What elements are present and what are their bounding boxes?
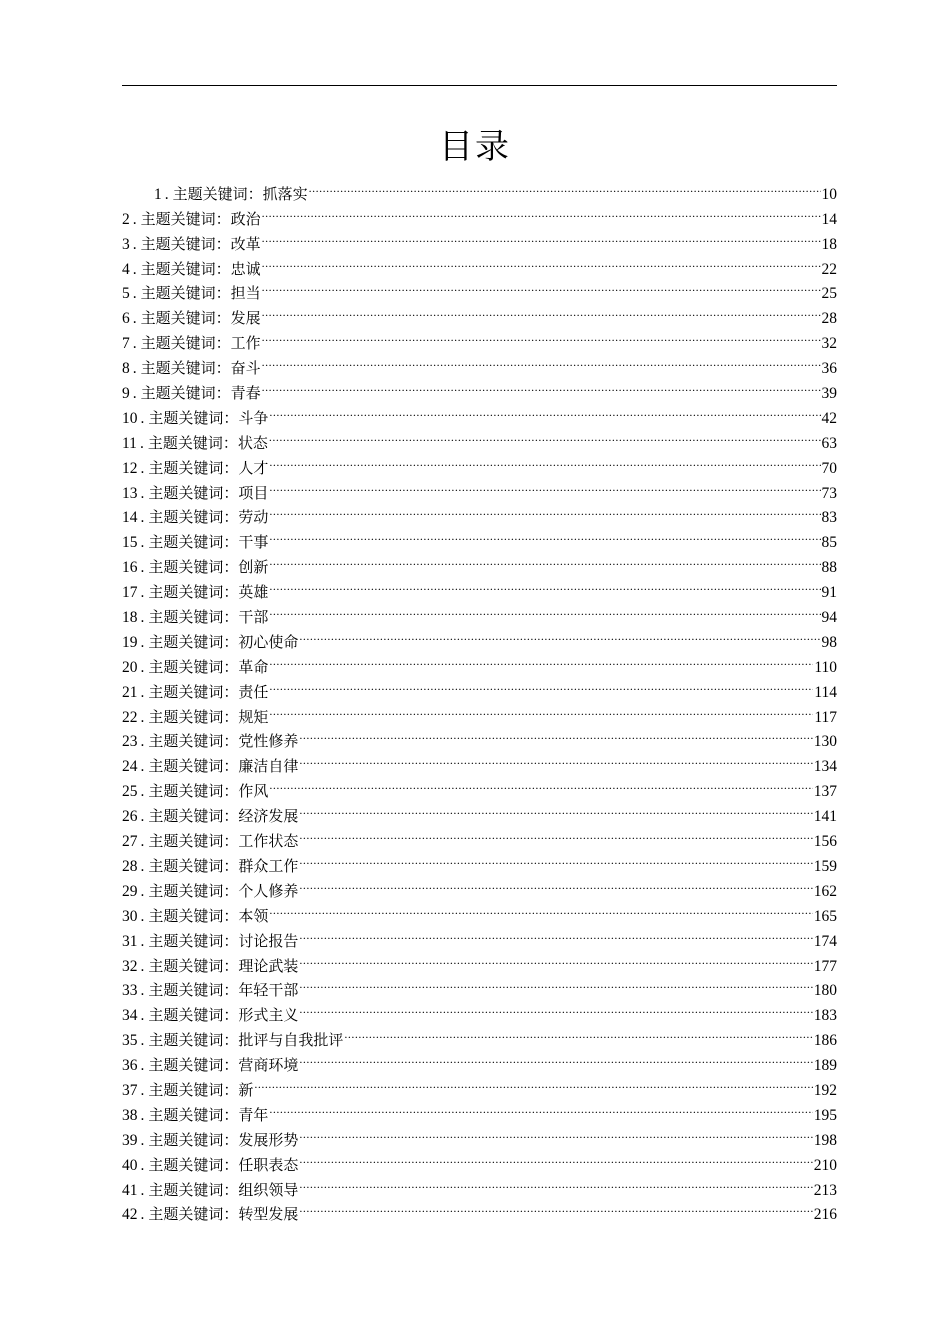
toc-entry-number: 15 bbox=[122, 534, 138, 552]
toc-entry-number: 25 bbox=[122, 783, 138, 801]
toc-dot-leader bbox=[269, 572, 820, 597]
toc-entry-separator: . bbox=[140, 957, 145, 975]
toc-entry-title: 主题关键词：经济发展 bbox=[148, 807, 299, 826]
toc-entry-page: 137 bbox=[813, 783, 837, 801]
toc-entry-separator: . bbox=[132, 310, 137, 328]
toc-entry-page: 134 bbox=[813, 758, 837, 776]
toc-entry-separator: . bbox=[140, 633, 145, 651]
toc-dot-leader bbox=[269, 771, 812, 796]
toc-dot-leader bbox=[262, 323, 821, 348]
toc-entry-page: 141 bbox=[813, 808, 837, 826]
toc-entry-title: 主题关键词：干事 bbox=[148, 533, 269, 552]
toc-entry-separator: . bbox=[140, 907, 145, 925]
toc-dot-leader bbox=[262, 274, 821, 299]
toc-entry-number: 20 bbox=[122, 658, 138, 676]
toc-entry-title: 主题关键词：群众工作 bbox=[148, 856, 299, 875]
toc-entry-separator: . bbox=[140, 1156, 145, 1174]
toc-entry-page: 117 bbox=[814, 708, 837, 726]
toc-entry-page: 216 bbox=[813, 1206, 837, 1224]
toc-entry-separator: . bbox=[140, 609, 145, 627]
toc-entry-number: 5 bbox=[122, 285, 130, 303]
toc-entry-number: 19 bbox=[122, 633, 138, 651]
toc-dot-leader bbox=[269, 398, 820, 423]
toc-entry-page: 183 bbox=[813, 1007, 837, 1025]
toc-dot-leader bbox=[262, 348, 821, 373]
toc-entry-title: 主题关键词：转型发展 bbox=[148, 1205, 299, 1224]
toc-entry-separator: . bbox=[139, 434, 144, 452]
toc-entry-page: 130 bbox=[813, 733, 837, 751]
toc-dot-leader bbox=[299, 796, 812, 821]
toc-entry-title: 主题关键词：形式主义 bbox=[148, 1006, 299, 1025]
toc-entry-separator: . bbox=[140, 683, 145, 701]
toc-entry-number: 31 bbox=[122, 932, 138, 950]
toc-entry-title: 主题关键词：工作状态 bbox=[148, 832, 299, 851]
toc-entry-number: 8 bbox=[122, 360, 130, 378]
toc-dot-leader bbox=[299, 995, 812, 1020]
toc-entry-title: 主题关键词：青春 bbox=[140, 384, 261, 403]
toc-entry-title: 主题关键词：改革 bbox=[140, 234, 261, 253]
toc-entry-page: 42 bbox=[821, 409, 837, 427]
toc-entry-title: 主题关键词：项目 bbox=[148, 483, 269, 502]
toc-entry-number: 32 bbox=[122, 957, 138, 975]
toc-entry-title: 主题关键词：本领 bbox=[148, 906, 269, 925]
toc-entry-number: 29 bbox=[122, 882, 138, 900]
toc-dot-leader bbox=[299, 746, 812, 771]
toc-entry-number: 3 bbox=[122, 235, 130, 253]
toc-entry-page: 39 bbox=[821, 385, 837, 403]
toc-entry-page: 165 bbox=[813, 907, 837, 925]
toc-entry-title: 主题关键词：作风 bbox=[148, 782, 269, 801]
toc-entry-number: 13 bbox=[122, 484, 138, 502]
toc-entry-number: 35 bbox=[122, 1032, 138, 1050]
toc-entry-separator: . bbox=[132, 335, 137, 353]
toc-entry-number: 41 bbox=[122, 1181, 138, 1199]
toc-title: 目录 bbox=[439, 127, 511, 167]
toc-entry-separator: . bbox=[132, 260, 137, 278]
toc-dot-leader bbox=[269, 423, 821, 448]
toc-entry-title: 主题关键词：工作 bbox=[140, 334, 261, 353]
toc-entry-page: 22 bbox=[821, 260, 837, 278]
toc-entry-number: 1 bbox=[154, 185, 162, 203]
toc-entry-page: 70 bbox=[821, 459, 837, 477]
toc-entry-separator: . bbox=[140, 534, 145, 552]
toc-entry-number: 26 bbox=[122, 808, 138, 826]
toc-entry-page: 18 bbox=[821, 235, 837, 253]
toc-entry-number: 9 bbox=[122, 385, 130, 403]
header-rule bbox=[122, 85, 837, 86]
toc-entry-separator: . bbox=[140, 783, 145, 801]
toc-dot-leader bbox=[299, 1045, 812, 1070]
toc-dot-leader bbox=[269, 896, 812, 921]
toc-entry-page: 213 bbox=[813, 1181, 837, 1199]
toc-entry-separator: . bbox=[140, 982, 145, 1000]
toc-entry-number: 21 bbox=[122, 683, 138, 701]
toc-entry-title: 主题关键词：忠诚 bbox=[140, 259, 261, 278]
toc-dot-leader bbox=[262, 224, 821, 249]
toc-entry-title: 主题关键词：新 bbox=[148, 1080, 254, 1099]
toc-entry-page: 198 bbox=[813, 1131, 837, 1149]
toc-entry-number: 30 bbox=[122, 907, 138, 925]
toc-dot-leader bbox=[309, 174, 821, 199]
toc-entry-number: 38 bbox=[122, 1106, 138, 1124]
toc-dot-leader bbox=[299, 722, 812, 747]
toc-entry-number: 36 bbox=[122, 1057, 138, 1075]
toc-entry-separator: . bbox=[132, 285, 137, 303]
toc-entry-number: 2 bbox=[122, 210, 130, 228]
toc-entry-number: 12 bbox=[122, 459, 138, 477]
toc-dot-leader bbox=[269, 697, 813, 722]
toc-entry-page: 73 bbox=[821, 484, 837, 502]
toc-dot-leader bbox=[299, 871, 812, 896]
toc-entry-page: 110 bbox=[814, 658, 837, 676]
toc-dot-leader bbox=[299, 1170, 812, 1195]
toc-dot-leader bbox=[262, 373, 821, 398]
toc-entry-title: 主题关键词：初心使命 bbox=[148, 632, 299, 651]
toc-entry-separator: . bbox=[140, 1206, 145, 1224]
toc-entry-page: 94 bbox=[821, 609, 837, 627]
toc-entry-number: 33 bbox=[122, 982, 138, 1000]
toc-entry-title: 主题关键词：创新 bbox=[148, 558, 269, 577]
toc-entry-separator: . bbox=[140, 808, 145, 826]
toc-entry-separator: . bbox=[140, 1081, 145, 1099]
toc-entry-separator: . bbox=[140, 733, 145, 751]
toc-entry-title: 主题关键词：劳动 bbox=[148, 508, 269, 527]
toc-dot-leader bbox=[262, 249, 821, 274]
toc-entry-page: 32 bbox=[821, 335, 837, 353]
toc-entry-page: 63 bbox=[821, 434, 837, 452]
toc-entry-title: 主题关键词：廉洁自律 bbox=[148, 757, 299, 776]
toc-entry-title: 主题关键词：规矩 bbox=[148, 707, 269, 726]
toc-entry-separator: . bbox=[140, 932, 145, 950]
toc-entry-number: 39 bbox=[122, 1131, 138, 1149]
toc-entry-number: 16 bbox=[122, 559, 138, 577]
toc-dot-leader bbox=[269, 1095, 812, 1120]
toc-entry-number: 22 bbox=[122, 708, 138, 726]
toc-dot-leader bbox=[269, 522, 820, 547]
toc-entry-number: 18 bbox=[122, 609, 138, 627]
toc-entry-separator: . bbox=[132, 235, 137, 253]
toc-entry-number: 42 bbox=[122, 1206, 138, 1224]
toc-entry-separator: . bbox=[164, 185, 169, 203]
toc-entry-separator: . bbox=[140, 882, 145, 900]
toc-dot-leader bbox=[299, 622, 820, 647]
toc-entry-number: 24 bbox=[122, 758, 138, 776]
toc-entry-separator: . bbox=[140, 1032, 145, 1050]
toc-entry-separator: . bbox=[140, 484, 145, 502]
toc-entry-title: 主题关键词：奋斗 bbox=[140, 359, 261, 378]
toc-entry-page: 88 bbox=[821, 559, 837, 577]
toc-entry-separator: . bbox=[140, 1131, 145, 1149]
toc-entry-page: 189 bbox=[813, 1057, 837, 1075]
toc-entry-number: 37 bbox=[122, 1081, 138, 1099]
toc-entry-number: 28 bbox=[122, 857, 138, 875]
toc-dot-leader bbox=[299, 1145, 812, 1170]
toc-dot-leader bbox=[269, 473, 820, 498]
toc-entry-number: 6 bbox=[122, 310, 130, 328]
toc-dot-leader bbox=[269, 672, 813, 697]
toc-entry-separator: . bbox=[140, 857, 145, 875]
toc-entry-title: 主题关键词：发展形势 bbox=[148, 1130, 299, 1149]
toc-entry-page: 83 bbox=[821, 509, 837, 527]
toc-entry-page: 159 bbox=[813, 857, 837, 875]
toc-entry-page: 180 bbox=[813, 982, 837, 1000]
toc-entry-separator: . bbox=[140, 1106, 145, 1124]
toc-entry-title: 主题关键词：革命 bbox=[148, 657, 269, 676]
toc-entry-separator: . bbox=[140, 758, 145, 776]
toc-dot-leader bbox=[299, 1195, 812, 1220]
toc-entry-page: 36 bbox=[821, 360, 837, 378]
toc-entry-page: 25 bbox=[821, 285, 837, 303]
toc-entry-title: 主题关键词：青年 bbox=[148, 1105, 269, 1124]
toc-entry-number: 40 bbox=[122, 1156, 138, 1174]
toc-dot-leader bbox=[299, 971, 812, 996]
toc-entry-page: 156 bbox=[813, 833, 837, 851]
toc-entry-page: 195 bbox=[813, 1106, 837, 1124]
toc-entry-title: 主题关键词：政治 bbox=[140, 209, 261, 228]
toc-entry-title: 主题关键词：讨论报告 bbox=[148, 931, 299, 950]
toc-entry-title: 主题关键词：个人修养 bbox=[148, 881, 299, 900]
toc-dot-leader bbox=[269, 547, 820, 572]
toc-entry-page: 91 bbox=[821, 584, 837, 602]
toc-dot-leader bbox=[299, 821, 812, 846]
toc-entry-separator: . bbox=[140, 833, 145, 851]
toc-entry-title: 主题关键词：发展 bbox=[140, 309, 261, 328]
toc-entry-page: 14 bbox=[821, 210, 837, 228]
toc-entry-title: 主题关键词：任职表态 bbox=[148, 1155, 299, 1174]
toc-dot-leader bbox=[269, 647, 813, 672]
toc-entry-separator: . bbox=[140, 658, 145, 676]
toc-entry-separator: . bbox=[132, 385, 137, 403]
toc-entry-separator: . bbox=[140, 1181, 145, 1199]
toc-entry-number: 17 bbox=[122, 584, 138, 602]
toc-entry-title: 主题关键词：理论武装 bbox=[148, 956, 299, 975]
toc-entry-title: 主题关键词：干部 bbox=[148, 608, 269, 627]
toc-entry-title: 主题关键词：状态 bbox=[147, 433, 268, 452]
toc-entry-title: 主题关键词：年轻干部 bbox=[148, 981, 299, 1000]
toc-entry-page: 192 bbox=[813, 1081, 837, 1099]
toc-dot-leader bbox=[269, 597, 820, 622]
toc-entry-number: 10 bbox=[122, 409, 138, 427]
toc-entry-title: 主题关键词：营商环境 bbox=[148, 1056, 299, 1075]
toc-entry-page: 210 bbox=[813, 1156, 837, 1174]
toc-entry-separator: . bbox=[140, 459, 145, 477]
toc-dot-leader bbox=[254, 1070, 812, 1095]
toc-list bbox=[122, 174, 837, 1224]
toc-entry-separator: . bbox=[140, 1057, 145, 1075]
toc-entry-title: 主题关键词：组织领导 bbox=[148, 1180, 299, 1199]
toc-entry[interactable] bbox=[122, 174, 837, 203]
toc-entry-page: 162 bbox=[813, 882, 837, 900]
toc-dot-leader bbox=[269, 448, 820, 473]
toc-entry-title: 主题关键词：责任 bbox=[148, 682, 269, 701]
toc-entry-separator: . bbox=[132, 360, 137, 378]
toc-dot-leader bbox=[299, 1120, 812, 1145]
toc-entry-separator: . bbox=[140, 559, 145, 577]
toc-dot-leader bbox=[299, 946, 812, 971]
toc-entry-page: 98 bbox=[821, 633, 837, 651]
toc-entry-title: 主题关键词：党性修养 bbox=[148, 732, 299, 751]
toc-dot-leader bbox=[299, 846, 812, 871]
toc-dot-leader bbox=[344, 1020, 812, 1045]
toc-entry-number: 23 bbox=[122, 733, 138, 751]
toc-entry-page: 85 bbox=[821, 534, 837, 552]
toc-entry-title: 主题关键词：批评与自我批评 bbox=[148, 1031, 344, 1050]
toc-entry-title: 主题关键词：人才 bbox=[148, 458, 269, 477]
toc-entry-separator: . bbox=[140, 1007, 145, 1025]
toc-entry-page: 186 bbox=[813, 1032, 837, 1050]
toc-entry-separator: . bbox=[140, 509, 145, 527]
toc-entry-separator: . bbox=[140, 409, 145, 427]
toc-entry-page: 10 bbox=[821, 185, 837, 203]
toc-entry-number: 27 bbox=[122, 833, 138, 851]
toc-entry-separator: . bbox=[132, 210, 137, 228]
toc-entry-separator: . bbox=[140, 708, 145, 726]
toc-entry-number: 14 bbox=[122, 509, 138, 527]
toc-entry-number: 34 bbox=[122, 1007, 138, 1025]
toc-entry-page: 174 bbox=[813, 932, 837, 950]
toc-entry-separator: . bbox=[140, 584, 145, 602]
toc-entry-number: 7 bbox=[122, 335, 130, 353]
toc-entry-page: 28 bbox=[821, 310, 837, 328]
toc-entry-number: 11 bbox=[122, 434, 137, 452]
toc-dot-leader bbox=[262, 199, 821, 224]
toc-entry-number: 4 bbox=[122, 260, 130, 278]
toc-dot-leader bbox=[262, 298, 821, 323]
toc-entry-page: 177 bbox=[813, 957, 837, 975]
toc-entry-title: 主题关键词：斗争 bbox=[148, 408, 269, 427]
toc-entry-title: 主题关键词：英雄 bbox=[148, 583, 269, 602]
toc-entry-title: 主题关键词：抓落实 bbox=[172, 184, 308, 203]
toc-dot-leader bbox=[299, 921, 812, 946]
toc-entry-title: 主题关键词：担当 bbox=[140, 284, 261, 303]
toc-dot-leader bbox=[269, 498, 820, 523]
toc-entry-page: 114 bbox=[814, 683, 837, 701]
